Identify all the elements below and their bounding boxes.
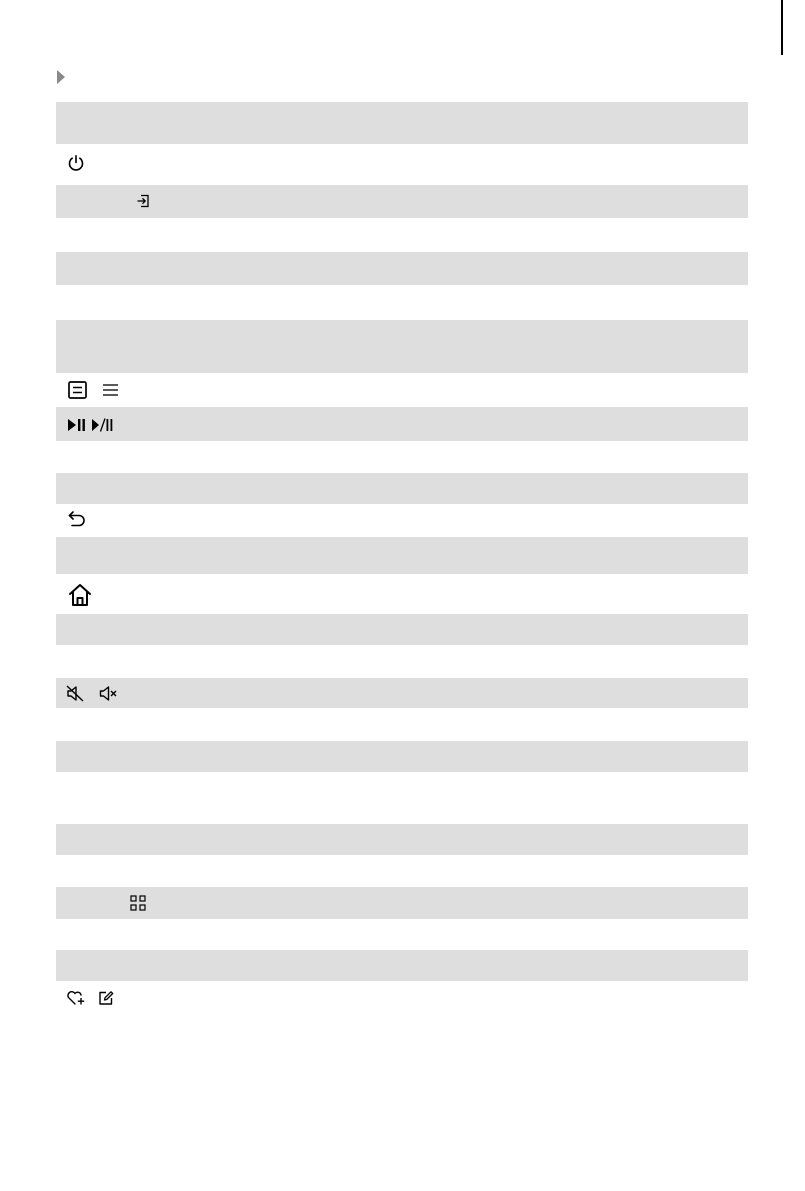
- table-row: [56, 407, 748, 441]
- table-row: [56, 473, 748, 504]
- table-row: [56, 887, 748, 919]
- table-row: [56, 102, 748, 144]
- input-icon: [136, 194, 150, 208]
- table-row: [56, 252, 748, 285]
- play-pause-icon: [67, 418, 87, 432]
- table-row: [56, 320, 748, 373]
- menu-lines-icon: [102, 383, 119, 397]
- back-icon: [67, 511, 86, 528]
- section-marker-icon: [57, 70, 65, 84]
- play-pause-slash-icon: [91, 418, 115, 432]
- edit-icon: [98, 990, 114, 1006]
- table-row: [56, 614, 748, 645]
- menu-box-icon: [68, 381, 87, 399]
- mute-x-icon: [99, 685, 118, 702]
- table-row: [56, 537, 748, 574]
- page-edge-mark: [781, 0, 783, 55]
- table-row: [56, 185, 748, 218]
- mute-slash-icon: [66, 685, 85, 702]
- home-icon: [67, 582, 93, 608]
- table-row: [56, 950, 748, 981]
- favorite-add-icon: [66, 990, 86, 1006]
- apps-grid-icon: [130, 895, 146, 911]
- table-row: [56, 741, 748, 772]
- table-row: [56, 824, 748, 855]
- power-icon: [67, 154, 85, 172]
- table-row: [56, 678, 748, 708]
